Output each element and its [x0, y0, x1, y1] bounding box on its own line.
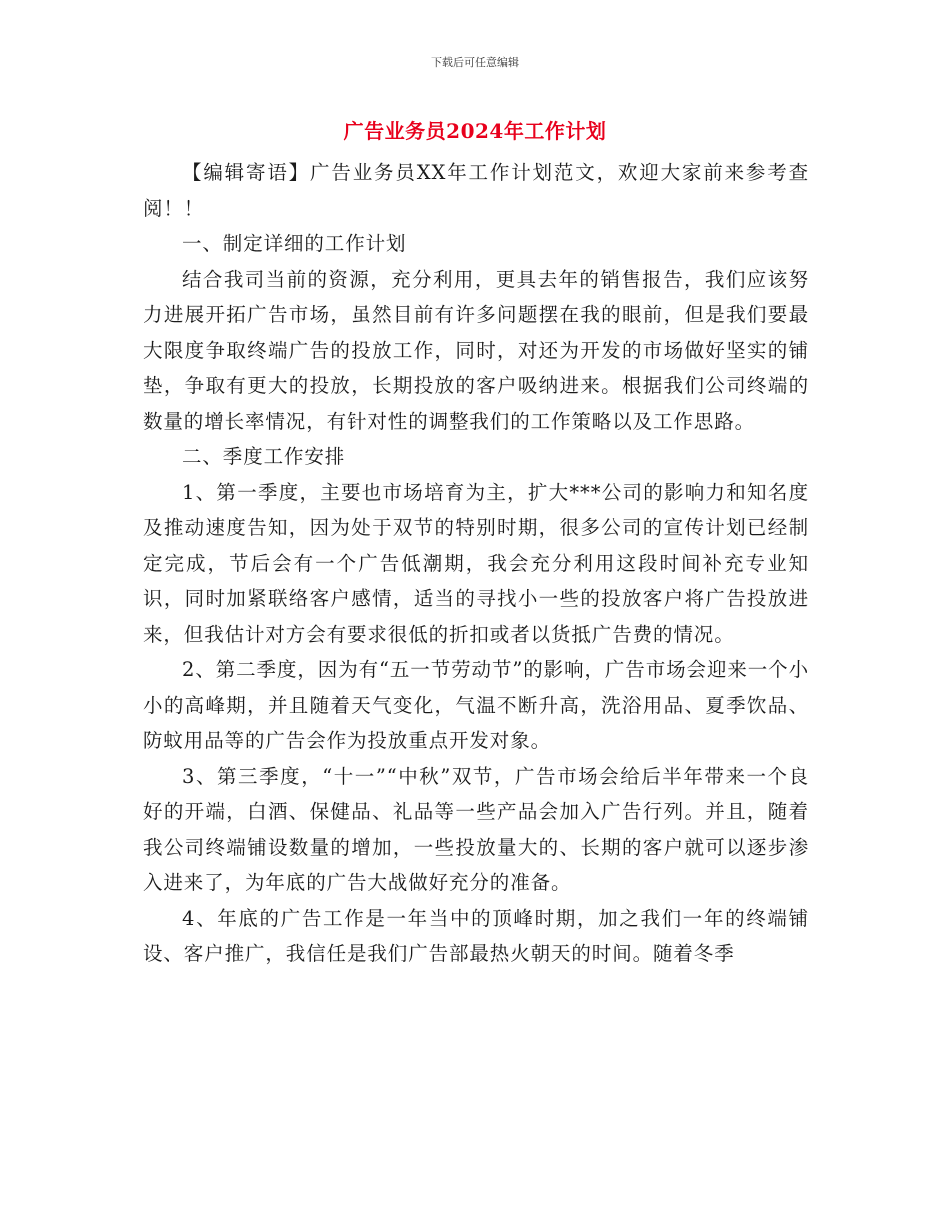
heading-section-2: 二、季度工作安排 — [182, 445, 346, 468]
document-body — [143, 155, 809, 972]
paragraph-quarter-2: 2、第二季度，因为有“五一节劳动节”的影响，广告市场会迎来一个小小的高峰期，并且随着天气变化，气温不断升高，洗浴用品、夏季饮品、防蚊用品等的广告会作为投放重点开发对象。 — [143, 658, 809, 752]
paragraph-section-1: 结合我司当前的资源，充分利用，更具去年的销售报告，我们应该努力进展开拓广告市场，虽然目前有许多问题摆在我的眼前，但是我们要最大限度争取终端广告的投放工作，同时，对还为开发的市场做好坚实的铺垫，争取有更大的投放，长期投放的客户吸纳进来。根据我们公司终端的数量的增长率情况，有针对性的调整我们的工作策略以及工作思路。 — [143, 267, 809, 433]
paragraph-quarter-3: 3、第三季度，“十一”“中秋”双节，广告市场会给后半年带来一个良好的开端，白酒、保健品、礼品等一些产品会加入广告行列。并且，随着我公司终端铺设数量的增加，一些投放量大的、长期的客户就可以逐步渗入进来了，为年底的广告大战做好充分的准备。 — [143, 764, 809, 894]
document-title: 广告业务员2024年工作计划 — [343, 119, 607, 143]
heading-section-1: 一、制定详细的工作计划 — [182, 232, 407, 255]
paragraph-editor-note: 【编辑寄语】广告业务员XX年工作计划范文，欢迎大家前来参考查阅！！ — [143, 161, 809, 220]
paragraph-year-end: 4、年底的广告工作是一年当中的顶峰时期，加之我们一年的终端铺设、客户推广，我信任是我们广告部最热火朝天的时间。随着冬季 — [143, 906, 809, 965]
header-note: 下载后可任意编辑 — [431, 56, 519, 69]
paragraph-quarter-1: 1、第一季度，主要也市场培育为主，扩大***公司的影响力和知名度及推动速度告知，因为处于双节的特别时期，很多公司的宣传计划已经制定完成，节后会有一个广告低潮期，我会充分利用这段时间补充专业知识，同时加紧联络客户感情，适当的寻找小一些的投放客户将广告投放进来，但我估计对方会有要求很低的折扣或者以货抵广告费的情况。 — [143, 480, 809, 646]
